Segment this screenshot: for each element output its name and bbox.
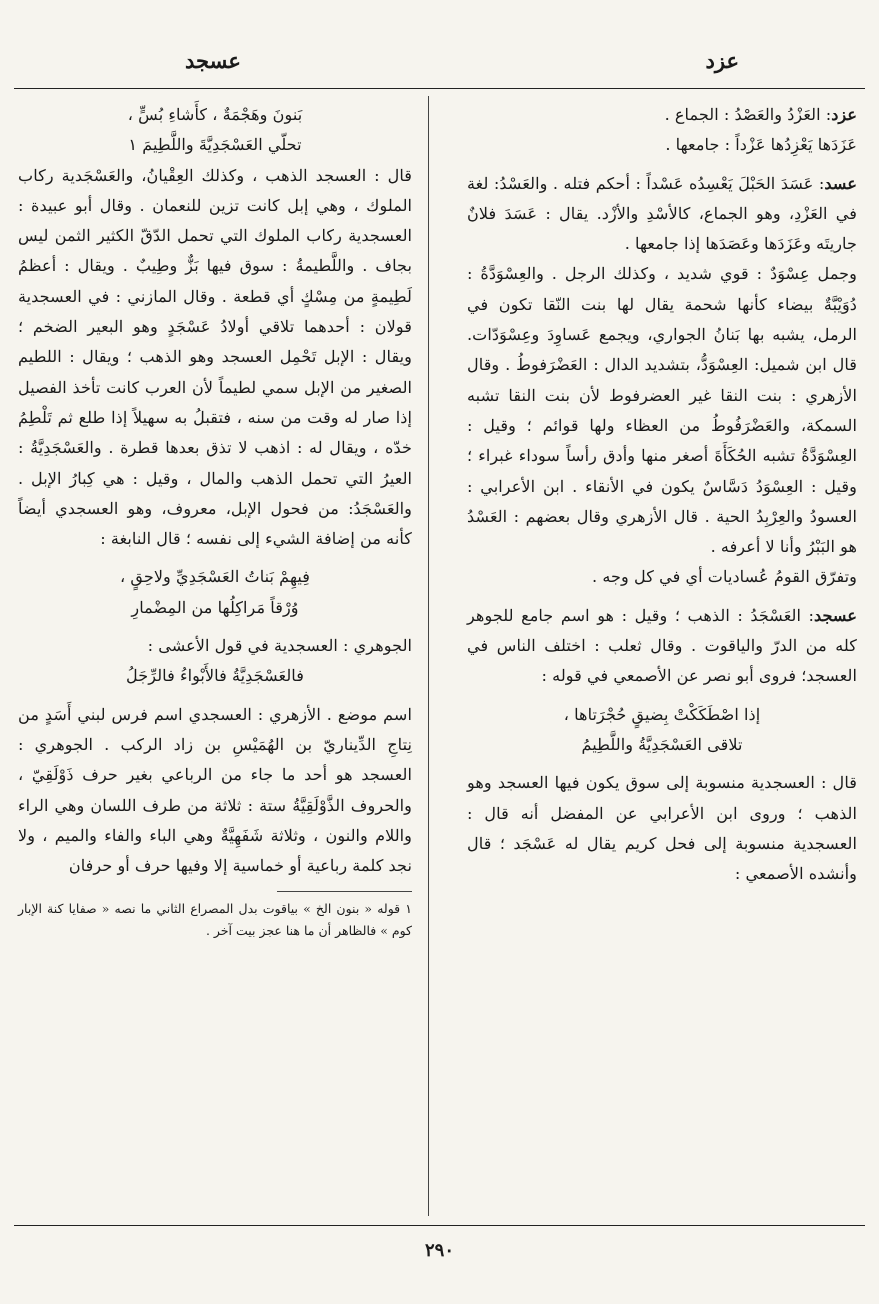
entry-azd [467, 100, 857, 130]
verse-line: فِيهِمْ بَناتُ العَسْجَدِيِّ ولاحِقٍ ، [119, 567, 311, 587]
running-header-left: عسجد [185, 48, 241, 73]
running-header-right: عزد [705, 48, 739, 73]
paragraph: قال : العسجدية منسوبة إلى سوق يكون فيها العسجد وهو الذهب ؛ وروى ابن الأعرابي عن المفضل أنه قال : العسجدية منسوبة إلى فحل كريم يقال له عَسْجَد ؛ قال وأنشده الأصمعي : [467, 773, 857, 884]
right-column [467, 100, 857, 889]
paragraph: قال : العسجد الذهب ، وكذلك العِقْيانُ، والعَسْجَدية ركاب الملوك ، وهي إبل كانت تزين للنعمان . وقال أبو عبيدة : العسجدية ركاب الملوك التي تحمل الدّقّ الكثير الثمن ليس بجاف . واللَّطيمةُ : سوق فيها بَزٌّ وطِيبٌ . ويقال : أعظمُ لَطِيمةٍ من مِسْكٍ أي قطعة . وقال المازني : في العسجدية قولان : أحدهما تلاقي أولادُ عَسْجَدٍ وهو البعير الضخم ؛ ويقال : الإبل تَحْمِل العسجد وهو الذهب ؛ ويقال : اللطيم الصغير من الإبل سمي لطيماً لأن العرب كانت تأخذ الفصيل إذا صار له وقت من سنه ، فتقبلُ به سهيلاً إذا طلع ثم تَلْطِمُ خدّه ، ويقال له : اذهب لا تذق بعدها قطرة . والعَسْجَدِيَّةُ : العيرُ التي تحمل الذهب والمال ، وقيل : هي كِبارُ الإبل . والعَسْجَدُ: من فحول الإبل، معروف، وهو العسجدي أيضاً كأنه من إضافة الشيء إلى نفسه ؛ قال النابغة : [18, 165, 412, 549]
verse-line: فالعَسْجَدِيَّةُ فالأَبْواءُ فالرِّجَلُ [126, 666, 304, 686]
paragraph: وجمل عِسْوَدٌ : قوي شديد ، وكذلك الرجل . والعِسْوَدَّةُ : دُوَيْبَّةٌ بيضاء كأنها شحمة يقال لها بنت النّقا تكون في الرمل، يشبه بها بَنانُ الجواري، ويجمع عَساوِدَ وعِسْوَدّات. قال ابن شميل: العِسْوَدُّ، بتشديد الدال : العَضْرَفوطُ . وقال الأزهري : بنت النقا غير العضرفوط لأن بنت النقا تشبه السمكة، والعَضْرَفُوطُ من العظاء ولها قوائم ؛ وقيل : العِسْوَدَّةُ تشبه الحُكَأَةَ أصغر منها وأدق رأساً سوداء غبراء ؛ وقيل : العِسْوَدُ دَسَّاسٌ يكون في الأنقاء . ابن الأعرابي : العسودُ والعِرْبِدُ الحية . قال الأزهري وقال بعضهم : العَسْدُ هو البَبْرُ وأنا لا أعرفه . [467, 264, 857, 557]
page-number: ٢٩٠ [424, 1240, 454, 1261]
left-column [18, 100, 412, 942]
paragraph: عَزَدَها يَعْزِدُها عَزْداً : جامعها . [665, 135, 857, 155]
verse-line: وُرْقاً مَراكِلُها من المِضْمارِ [131, 597, 299, 617]
entry-asd [467, 169, 857, 260]
entry-asjad [467, 601, 857, 692]
verse-line: بَنونَ وهَجْمَةٌ ، كأَشاءِ بُسٍّ ، [127, 105, 303, 124]
footer-rule [14, 1225, 865, 1226]
verse-line: تحلّي العَسْجَدِيَّةَ واللَّطِيمَ ١ [128, 135, 302, 155]
headword: عزد [831, 105, 857, 124]
verse-line: تلاقى العَسْجَدِيَّةُ واللَّطِيمُ [581, 734, 743, 754]
column-divider [428, 96, 429, 1216]
entry-text: : العَزْدُ والعَصْدُ : الجماع . [664, 105, 832, 124]
entry-text: : العَسْجَدُ : الذهب ؛ وقيل : هو اسم جامع للجوهر كله من الدرّ والياقوت . وقال ثعلب : اختلف الناس في العسجد؛ فروى أبو نصر عن الأصمعي في قوله : [467, 605, 857, 686]
entry-text: : عَسَدَ الحَبْلَ يَعْسِدُه عَسْداً : أحكم فتله . والعَسْدُ: لغة في العَزْدِ، وهو الجماع، كالأسْدِ والأزْد. يقال : عَسَدَ فلانٌ جاريتَه وعَزَدَها وعَصَدَها إذا جامعها . [467, 173, 857, 254]
header-rule [14, 88, 865, 89]
paragraph: الجوهري : العسجدية في قول الأعشى : [147, 636, 412, 656]
paragraph: اسم موضع . الأزهري : العسجدي اسم فرس لبني أَسَدٍ من نِتاجِ الدِّيناريّ بن الهُمَيْسِ بن زاد الركب . الجوهري : العسجد هو أحد ما جاء من الرباعي بغير حرف ذَوْلَقِيّ ، والحروف الذَّوْلَقِيَّةُ ستة : ثلاثة من طرف اللسان وهي الراء واللام والنون ، وثلاثة شَفَهِيَّةٌ وهي الباء والفاء والميم ، ولا نجد كلمة رباعية أو خماسية إلا وفيها حرف أو حرفان [18, 704, 412, 876]
headword: عسد [824, 173, 857, 193]
headword: عسجد [813, 605, 857, 625]
paragraph: وتفرّق القومُ عُساديات أي في كل وجه . [592, 567, 857, 587]
verse-line: إذا اصْطَكَكْتْ بِضيقٍ حُجْرَتاها ، [563, 704, 761, 724]
footnote: ١ قوله « بنون الخ » بياقوت بدل المصراع الثاني ما نصه « صفايا كنة الإبار كوم » فالظاهر أن ما هنا عجز بيت آخر . [18, 901, 412, 939]
footnote-rule [277, 891, 412, 892]
